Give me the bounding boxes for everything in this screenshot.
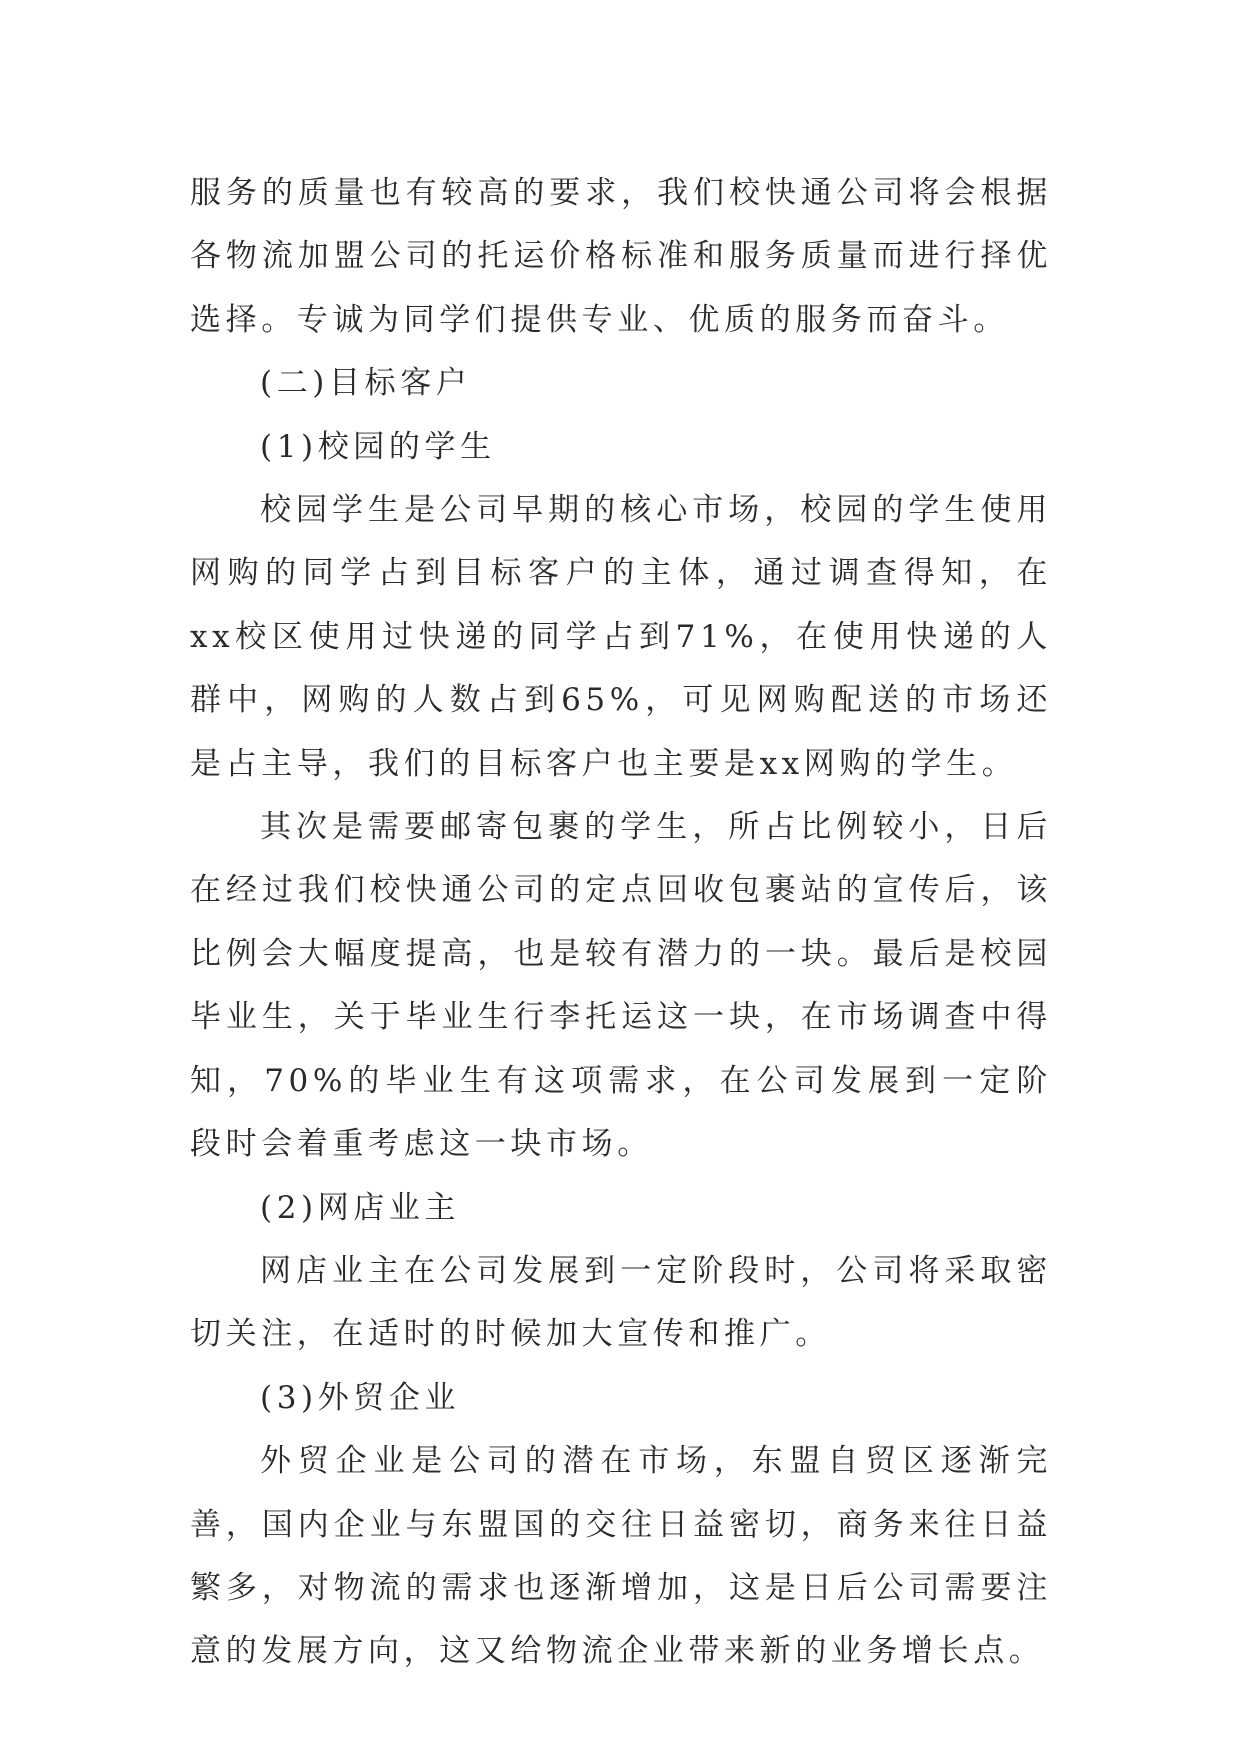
paragraph-service-quality: 服务的质量也有较高的要求，我们校快通公司将会根据各物流加盟公司的托运价格标准和服务质量而进行择优选择。专诚为同学们提供专业、优质的服务而奋斗。 [190,175,1052,338]
heading-target-customers: (二)目标客户 [260,365,472,402]
heading-campus-students: (1)校园的学生 [260,428,496,465]
paragraph-campus-students: 校园学生是公司早期的核心市场，校园的学生使用网购的同学占到目标客户的主体，通过调查得知，在xx校区使用过快递的同学占到71%，在使用快递的人群中，网购的人数占到65%，可见网购配送的市场还是占主导，我们的目标客户也主要是xx网购的学生。 [190,492,1052,782]
paragraph-online-shop-owners: 网店业主在公司发展到一定阶段时，公司将采取密切关注，在适时的时候加大宣传和推广。 [190,1252,1052,1353]
paragraph-parcel-graduates: 其次是需要邮寄包裹的学生，所占比例较小，日后在经过我们校快通公司的定点回收包裹站的宣传后，该比例会大幅度提高，也是较有潜力的一块。最后是校园毕业生，关于毕业生行李托运这一块，在市场调查中得知，70%的毕业生有这项需求，在公司发展到一定阶段时会着重考虑这一块市场。 [190,809,1052,1163]
heading-foreign-trade: (3)外贸企业 [260,1379,461,1416]
heading-online-shop-owners: (2)网店业主 [260,1189,461,1226]
paragraph-foreign-trade: 外贸企业是公司的潜在市场，东盟自贸区逐渐完善，国内企业与东盟国的交往日益密切，商务来往日益繁多，对物流的需求也逐渐增加，这是日后公司需要注意的发展方向，这又给物流企业带来新的业务增长点。 [190,1443,1052,1670]
document-body [190,162,1052,1684]
